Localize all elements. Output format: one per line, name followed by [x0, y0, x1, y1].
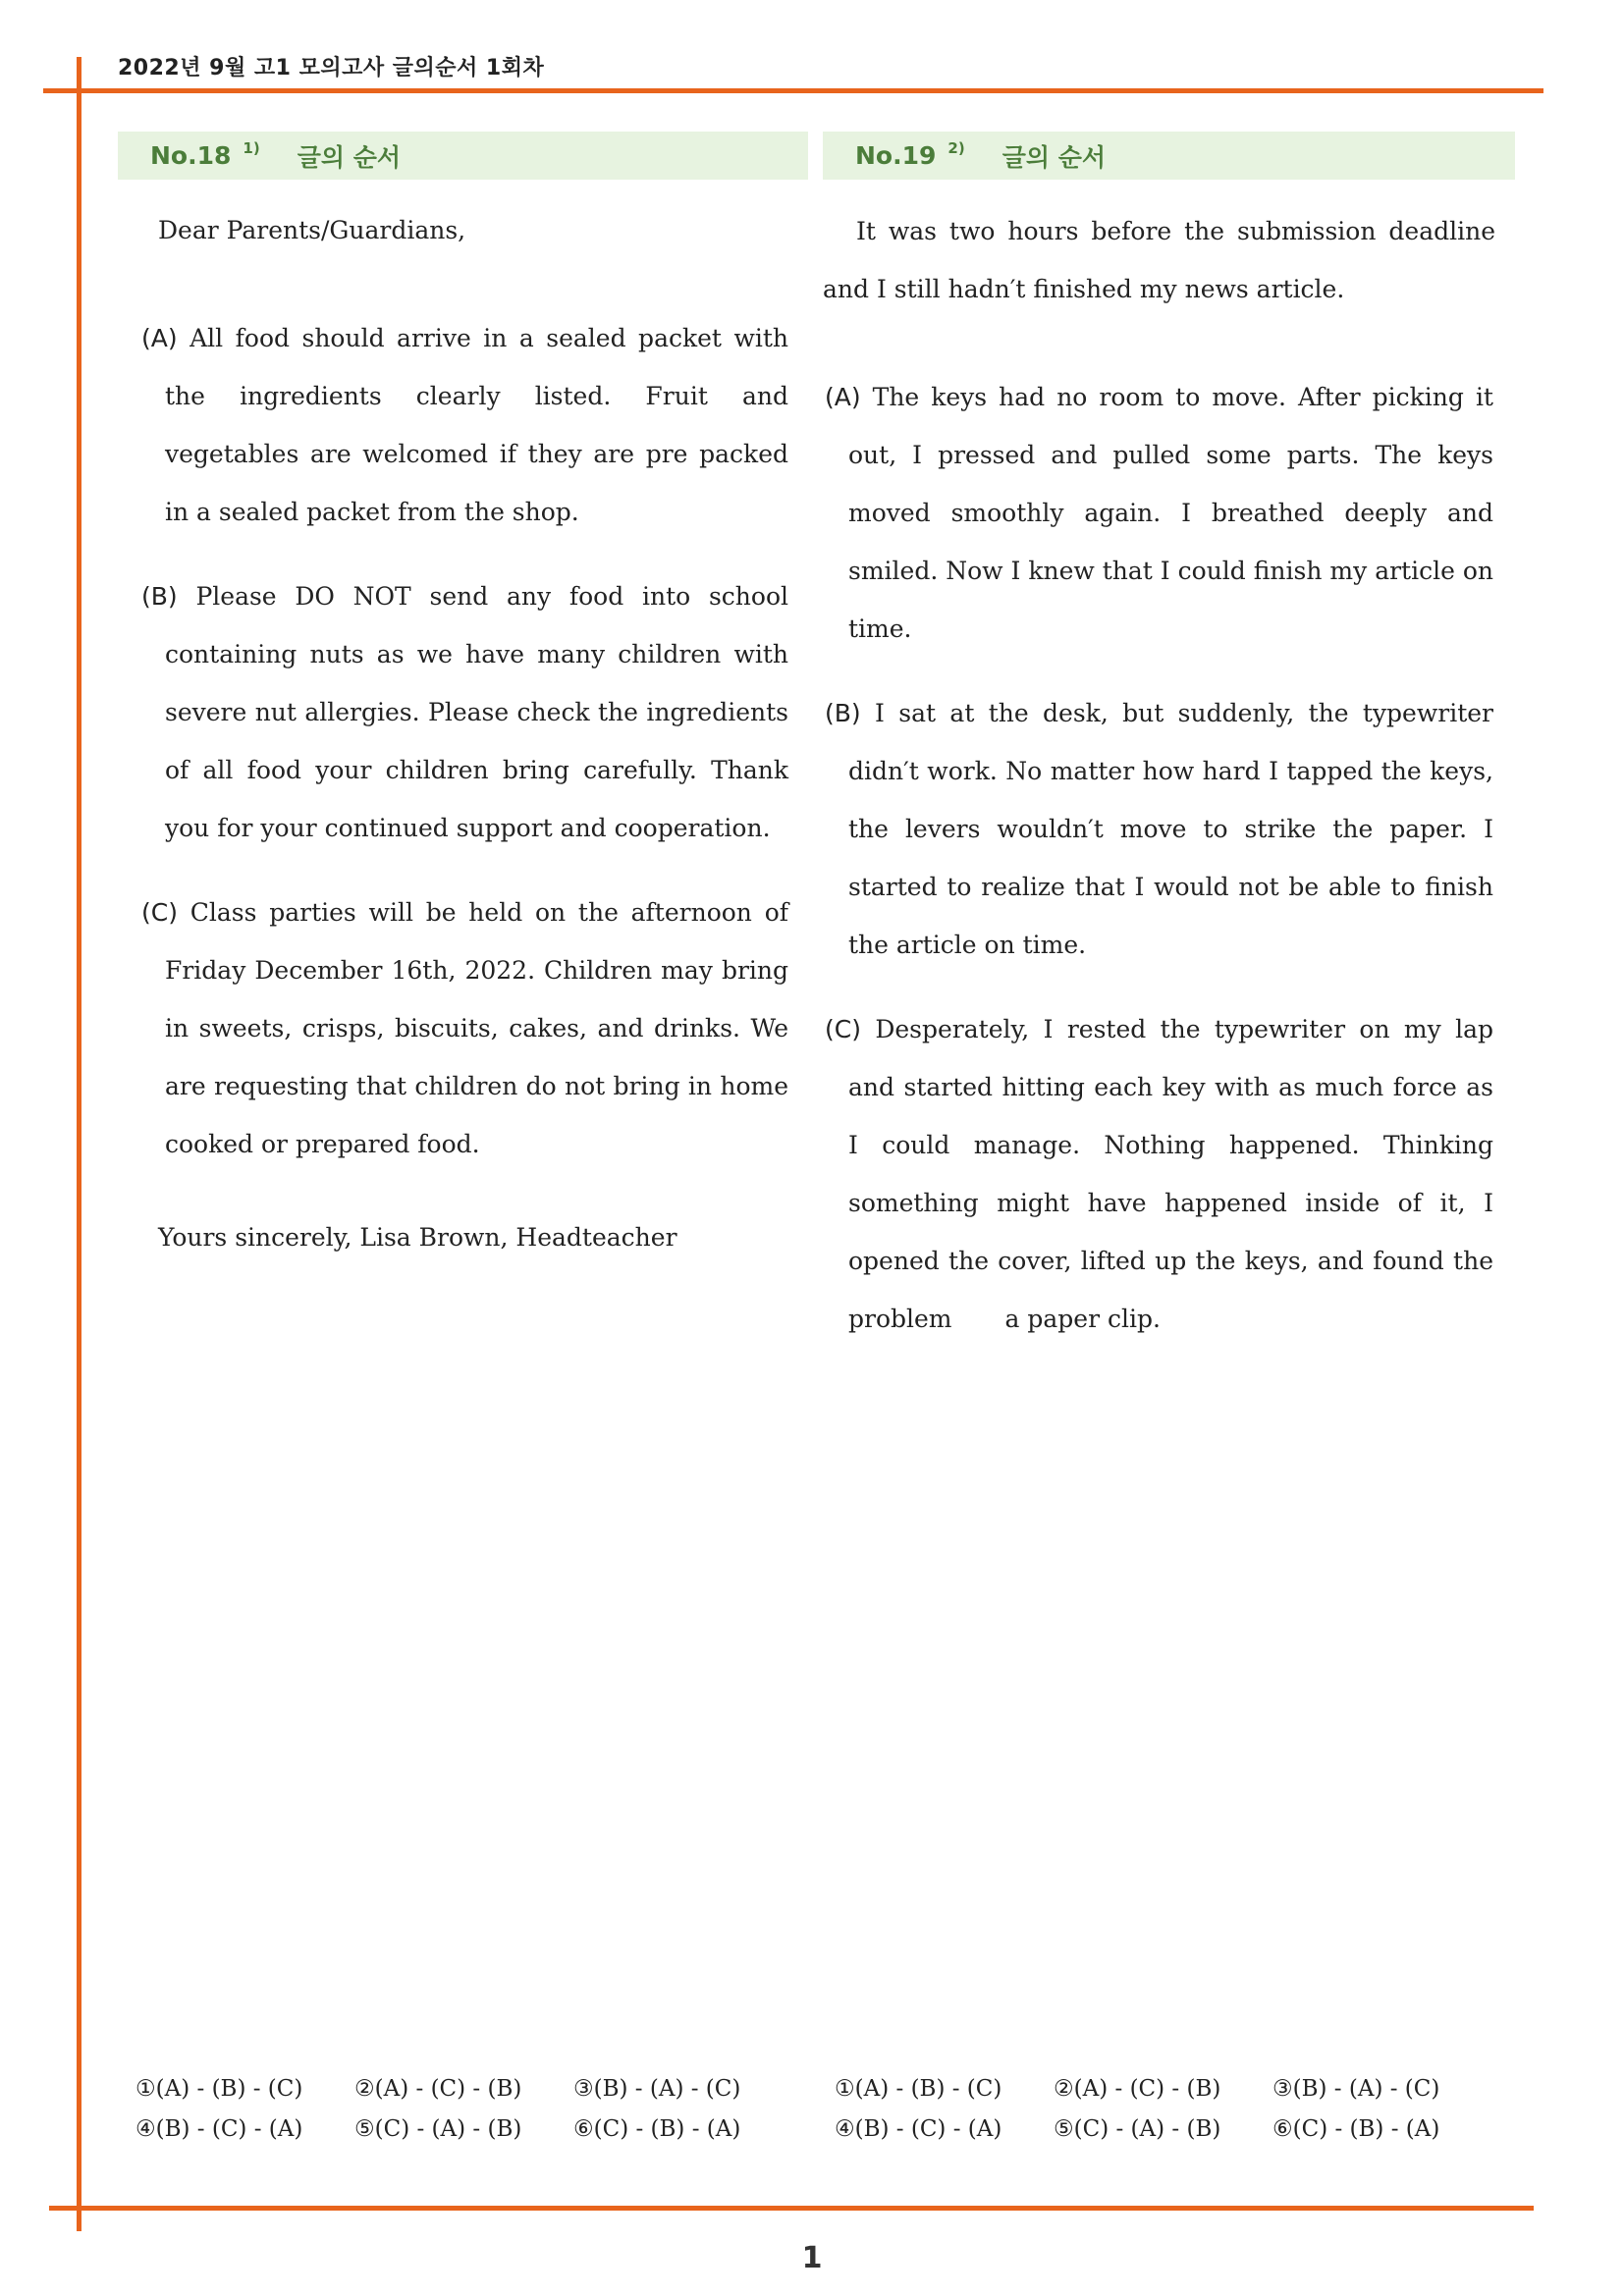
answer-option[interactable]: ②(A) - (C) - (B) — [354, 2076, 522, 2102]
bottom-rule — [49, 2206, 1534, 2211]
paragraph-text: Please DO NOT send any food into school containing nuts as we have many children with severe nut allergies. Please check the ingredients of all food your children bring carefully. Thank you for your continued support and cooperation. — [165, 582, 789, 842]
question-type: 글의 순서 — [1001, 142, 1106, 172]
question-19-heading — [823, 132, 1515, 180]
paragraph-c — [823, 1000, 1515, 1348]
paragraph-b — [823, 684, 1515, 974]
top-rule — [43, 88, 1543, 93]
question-type: 글의 순서 — [297, 142, 401, 172]
paragraph-text: The keys had no room to move. After picking it out, I pressed and pulled some parts. The keys moved smoothly again. I breathed deeply and smiled. Now I knew that I could finish my article on time. — [848, 383, 1493, 643]
question-19 — [823, 132, 1515, 1348]
question-18-heading — [118, 132, 808, 180]
paragraph-label: (A) — [825, 383, 861, 411]
answer-option[interactable]: ⑤(C) - (A) - (B) — [354, 2116, 522, 2142]
question-18-options — [135, 2076, 792, 2142]
paragraph-text: All food should arrive in a sealed packet with the ingredients clearly listed. Fruit and vegetables are welcomed if they are pre packed in a sealed packet from the shop. — [165, 324, 788, 526]
question-18 — [118, 132, 808, 1266]
footnote-marker: 1) — [243, 138, 260, 157]
paragraph-label: (B) — [141, 582, 178, 611]
paragraph-label: (C) — [141, 898, 178, 927]
answer-option[interactable]: ④(B) - (C) - (A) — [135, 2116, 303, 2142]
question-number: No.18 — [150, 141, 232, 170]
answer-option[interactable]: ①(A) - (B) - (C) — [135, 2076, 303, 2102]
question-19-options — [835, 2076, 1491, 2142]
paragraph-label: (A) — [141, 324, 178, 352]
answer-option[interactable]: ②(A) - (C) - (B) — [1054, 2076, 1221, 2102]
footnote-marker: 2) — [947, 138, 965, 157]
answer-option[interactable]: ①(A) - (B) - (C) — [835, 2076, 1002, 2102]
page-number: 1 — [801, 2241, 823, 2275]
paragraph-b — [118, 567, 808, 857]
answer-option[interactable]: ③(B) - (A) - (C) — [573, 2076, 741, 2102]
document-title: 2022년 9월 고1 모의고사 글의순서 1회차 — [118, 56, 545, 80]
paragraph-text: Desperately, I rested the typewriter on my lap and started hitting each key with as much force as I could manage. Nothing happened. Thinking something might have happened inside of it, I opened the cover, lifted up the keys, and found the problem — [848, 1015, 1494, 1333]
paragraph-text: I sat at the desk, but suddenly, the typewriter didn′t work. No matter how hard I tapped the keys, the levers wouldn′t move to strike the paper. I started to realize that I would not be able to finish the article on time. — [848, 699, 1493, 959]
answer-option[interactable]: ⑥(C) - (B) - (A) — [1272, 2116, 1440, 2142]
closing-line: Yours sincerely, Lisa Brown, Headteacher — [158, 1223, 677, 1252]
answer-option[interactable]: ⑥(C) - (B) - (A) — [573, 2116, 741, 2142]
paragraph-c — [118, 883, 808, 1173]
paragraph-text: Class parties will be held on the afternoon of Friday December 16th, 2022. Children may bring in sweets, crisps, biscuits, cakes, and drinks. We are requesting that children do not bring in home cooked or prepared food. — [165, 898, 788, 1158]
paragraph-a — [118, 309, 808, 541]
paragraph-label: (C) — [825, 1015, 861, 1043]
paragraph-label: (B) — [825, 699, 861, 727]
intro-passage: It was two hours before the submission deadline and I still hadn′t finished my news article. — [823, 217, 1495, 303]
left-rule — [77, 57, 81, 2231]
answer-option[interactable]: ③(B) - (A) - (C) — [1272, 2076, 1440, 2102]
salutation: Dear Parents/Guardians, — [158, 216, 466, 244]
paragraph-a — [823, 368, 1515, 658]
paragraph-tail: a paper clip. — [1004, 1305, 1161, 1333]
answer-option[interactable]: ④(B) - (C) - (A) — [835, 2116, 1002, 2142]
question-number: No.19 — [855, 141, 937, 170]
answer-option[interactable]: ⑤(C) - (A) - (B) — [1054, 2116, 1221, 2142]
